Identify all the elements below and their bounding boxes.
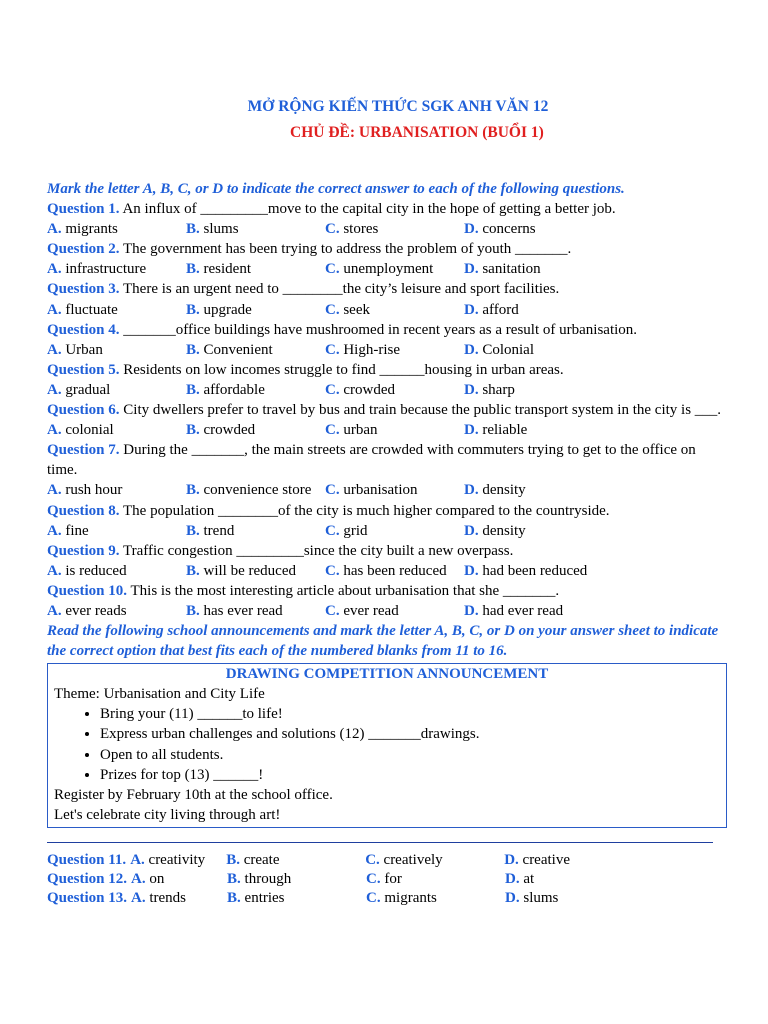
answer-option: [186, 259, 325, 279]
option-letter: D.: [464, 341, 479, 358]
answer-options: [47, 380, 727, 400]
option-letter: B.: [186, 301, 200, 318]
option-text: had ever read: [482, 602, 564, 619]
option-letter: D.: [464, 381, 479, 398]
option-letter: D.: [464, 602, 479, 619]
document-title: MỞ RỘNG KIẾN THỨC SGK ANH VĂN 12: [247, 98, 549, 115]
answer-option: [186, 420, 325, 440]
answer-row: [47, 870, 727, 889]
question-stem: [47, 279, 727, 299]
option-letter: B.: [227, 870, 241, 887]
answer-option: [186, 340, 325, 360]
announcement-title: DRAWING COMPETITION ANNOUNCEMENT: [225, 666, 549, 683]
answer-option: [325, 300, 464, 320]
announcement-bullet: • Express urban challenges and solutions (12) _______drawings.: [100, 724, 720, 744]
option-text: density: [482, 522, 526, 539]
answer-row: [47, 851, 727, 870]
answer-row: [47, 889, 727, 908]
answer-option: [131, 889, 227, 908]
option-letter: A.: [47, 261, 62, 278]
option-text: sanitation: [482, 261, 541, 278]
option-letter: C.: [325, 381, 340, 398]
option-letter: B.: [186, 261, 200, 278]
option-letter: A.: [47, 422, 62, 439]
option-letter: A.: [130, 851, 145, 868]
option-letter: A.: [131, 889, 146, 906]
option-text: has ever read: [203, 602, 283, 619]
option-letter: C.: [325, 221, 340, 238]
option-text: at: [523, 870, 535, 887]
option-letter: B.: [226, 851, 240, 868]
option-letter: C.: [365, 851, 380, 868]
option-letter: D.: [464, 301, 479, 318]
option-text: fluctuate: [65, 301, 118, 318]
option-text: afford: [482, 301, 519, 318]
option-text: trend: [203, 522, 235, 539]
answer-options-list: [47, 851, 727, 908]
option-text: unemployment: [343, 261, 434, 278]
option-text: had been reduced: [482, 562, 588, 579]
option-text: through: [244, 870, 292, 887]
answer-option: [47, 420, 186, 440]
announcement-box: [47, 663, 727, 828]
option-text: crowded: [203, 422, 256, 439]
option-text: colonial: [65, 422, 114, 439]
option-letter: B.: [227, 889, 241, 906]
answer-option: [186, 601, 325, 621]
option-letter: C.: [325, 602, 340, 619]
option-letter: A.: [47, 381, 62, 398]
option-text: entries: [244, 889, 285, 906]
answer-option: [325, 420, 464, 440]
option-text: High-rise: [343, 341, 400, 358]
option-letter: C.: [325, 341, 340, 358]
option-text: reliable: [482, 422, 528, 439]
announcement-register: Register by February 10th at the school office.: [54, 786, 333, 803]
answer-option: [186, 521, 325, 541]
question-text: This is the most interesting article about urbanisation that she _______.: [130, 582, 560, 599]
announcement-bullet: • Bring your (11) ______to life!: [100, 704, 720, 724]
question-number: Question 10.: [47, 582, 128, 599]
document-body: [47, 179, 727, 908]
option-letter: A.: [131, 870, 146, 887]
option-text: sharp: [482, 381, 515, 398]
option-text: urban: [343, 422, 378, 439]
option-letter: D.: [505, 870, 520, 887]
question-number: Question 2.: [47, 241, 120, 258]
option-text: fine: [65, 522, 89, 539]
answer-option: [325, 521, 464, 541]
answer-option: [186, 219, 325, 239]
answer-option: [464, 420, 527, 440]
answer-option: [325, 561, 464, 581]
answer-option: [325, 601, 464, 621]
question-stem: [47, 541, 727, 561]
option-letter: B.: [186, 341, 200, 358]
question-number: Question 8.: [47, 502, 120, 519]
answer-option: [325, 259, 464, 279]
question-stem: [47, 239, 727, 259]
answer-option: [366, 870, 505, 889]
option-text: trends: [149, 889, 187, 906]
option-letter: C.: [325, 522, 340, 539]
question-number: Question 13.: [47, 889, 128, 906]
answer-option: [186, 480, 325, 500]
answer-options: [47, 340, 727, 360]
answer-option: [464, 521, 526, 541]
question-text: During the _______, the main streets are crowded with commuters trying to get to the office on time.: [47, 442, 696, 479]
answer-options: [47, 480, 727, 500]
option-letter: A.: [47, 562, 62, 579]
announcement-bullet: • Prizes for top (13) ______!: [100, 765, 720, 785]
answer-option: [464, 601, 563, 621]
option-letter: B.: [186, 381, 200, 398]
option-letter: B.: [186, 562, 200, 579]
question-stem: [47, 501, 727, 521]
question-number: Question 3.: [47, 281, 120, 298]
question-stem: [47, 440, 727, 480]
answer-option: [365, 851, 504, 870]
question-number: Question 6.: [47, 402, 120, 419]
answer-option: [325, 340, 464, 360]
answer-option: [505, 889, 644, 908]
answer-option: [47, 219, 186, 239]
answer-option: [47, 601, 186, 621]
answer-option: [47, 259, 186, 279]
document-subtitle: CHỦ ĐỀ: URBANISATION (BUỔI 1): [290, 124, 544, 141]
option-text: will be reduced: [203, 562, 296, 579]
option-text: creative: [522, 851, 570, 868]
option-letter: D.: [464, 482, 479, 499]
option-text: migrants: [384, 889, 437, 906]
question-number: Question 5.: [47, 361, 120, 378]
answer-option: [186, 380, 325, 400]
option-text: density: [482, 482, 526, 499]
option-letter: C.: [325, 422, 340, 439]
answer-option: [130, 851, 226, 870]
announcement-closing: Let's celebrate city living through art!: [54, 806, 281, 823]
divider-line: [47, 842, 713, 843]
answer-options: [47, 219, 727, 239]
option-text: Colonial: [482, 341, 535, 358]
option-text: Convenient: [203, 341, 273, 358]
answer-options: [47, 259, 727, 279]
answer-option: [325, 480, 464, 500]
question-text: City dwellers prefer to travel by bus and train because the public transport system in the city is ___.: [123, 402, 722, 419]
option-letter: B.: [186, 522, 200, 539]
question-text: There is an urgent need to ________the city’s leisure and sport facilities.: [123, 281, 560, 298]
answer-option: [47, 300, 186, 320]
option-text: crowded: [343, 381, 395, 398]
answer-option: [47, 521, 186, 541]
option-text: infrastructure: [65, 261, 147, 278]
question-number: Question 4.: [47, 321, 120, 338]
answer-option: [464, 480, 526, 500]
option-letter: D.: [464, 422, 479, 439]
option-text: creativity: [148, 851, 206, 868]
question-text: An influx of _________move to the capital city in the hope of getting a better job.: [122, 201, 616, 218]
announcement-bullet: • Open to all students.: [100, 745, 720, 765]
answer-option: [464, 219, 536, 239]
announcement-theme: Theme: Urbanisation and City Life: [54, 686, 265, 703]
answer-option: [325, 380, 464, 400]
option-text: concerns: [482, 221, 536, 238]
option-text: creatively: [383, 851, 443, 868]
answer-option: [464, 380, 515, 400]
option-text: grid: [343, 522, 368, 539]
option-letter: C.: [325, 301, 340, 318]
option-text: ever read: [343, 602, 399, 619]
answer-option: [464, 340, 534, 360]
question-stem: [47, 199, 727, 219]
option-text: has been reduced: [343, 562, 447, 579]
answer-option: [325, 219, 464, 239]
option-letter: D.: [464, 562, 479, 579]
option-letter: C.: [366, 870, 381, 887]
answer-option: [505, 870, 644, 889]
question-text: The population ________of the city is much higher compared to the countryside.: [123, 502, 610, 519]
option-letter: C.: [325, 482, 340, 499]
question-number: Question 1.: [47, 201, 120, 218]
question-number: Question 12.: [47, 870, 128, 887]
option-letter: A.: [47, 522, 62, 539]
answer-option: [47, 561, 186, 581]
answer-options: [47, 300, 727, 320]
answer-option: [47, 340, 186, 360]
question-text: The government has been trying to address the problem of youth _______.: [123, 241, 572, 258]
question-stem: [47, 581, 727, 601]
answer-option: [227, 870, 366, 889]
announcement-bullets: [54, 704, 720, 784]
answer-option: [464, 259, 541, 279]
option-letter: B.: [186, 482, 200, 499]
option-letter: D.: [464, 221, 479, 238]
option-text: stores: [343, 221, 379, 238]
option-letter: D.: [505, 889, 520, 906]
option-text: rush hour: [65, 482, 123, 499]
answer-option: [186, 300, 325, 320]
answer-option: [47, 380, 186, 400]
option-letter: A.: [47, 341, 62, 358]
option-text: seek: [343, 301, 370, 318]
question-stem: [47, 320, 727, 340]
option-letter: C.: [325, 562, 340, 579]
option-letter: C.: [325, 261, 340, 278]
answer-options: [47, 420, 727, 440]
option-letter: D.: [504, 851, 519, 868]
question-list: [47, 199, 727, 621]
option-letter: D.: [464, 522, 479, 539]
answer-option: [227, 889, 366, 908]
section1-instruction: Mark the letter A, B, C, or D to indicate the correct answer to each of the following questions.: [47, 181, 625, 197]
question-number: Question 11.: [47, 851, 127, 868]
option-letter: B.: [186, 221, 200, 238]
option-letter: B.: [186, 422, 200, 439]
option-text: ever reads: [65, 602, 127, 619]
option-letter: A.: [47, 602, 62, 619]
option-text: convenience store: [203, 482, 312, 499]
option-text: on: [149, 870, 165, 887]
option-text: slums: [203, 221, 239, 238]
answer-options: [47, 521, 727, 541]
option-text: for: [384, 870, 402, 887]
answer-option: [226, 851, 365, 870]
question-stem: [47, 360, 727, 380]
question-text: Residents on low incomes struggle to find ______housing in urban areas.: [123, 361, 564, 378]
answer-option: [47, 480, 186, 500]
answer-option: [464, 300, 519, 320]
option-text: Urban: [65, 341, 103, 358]
answer-option: [366, 889, 505, 908]
answer-option: [464, 561, 587, 581]
option-letter: C.: [366, 889, 381, 906]
option-letter: D.: [464, 261, 479, 278]
option-letter: A.: [47, 301, 62, 318]
option-letter: B.: [186, 602, 200, 619]
answer-options: [47, 561, 727, 581]
option-text: create: [243, 851, 280, 868]
option-text: slums: [523, 889, 559, 906]
option-text: urbanisation: [343, 482, 418, 499]
option-text: upgrade: [203, 301, 252, 318]
question-number: Question 7.: [47, 442, 120, 459]
question-number: Question 9.: [47, 542, 120, 559]
question-text: Traffic congestion _________since the city built a new overpass.: [123, 542, 514, 559]
option-text: migrants: [65, 221, 118, 238]
option-text: gradual: [65, 381, 111, 398]
section2-instruction: Read the following school announcements and mark the letter A, B, C, or D on your answer sheet to indicate the correct option that best fits each of the numbered blanks from 11 to 16.: [47, 623, 719, 660]
answer-option: [504, 851, 643, 870]
option-text: affordable: [203, 381, 265, 398]
option-letter: A.: [47, 221, 62, 238]
question-stem: [47, 400, 727, 420]
answer-options: [47, 601, 727, 621]
option-text: is reduced: [65, 562, 127, 579]
answer-option: [186, 561, 325, 581]
question-text: _______office buildings have mushroomed in recent years as a result of urbanisation.: [123, 321, 638, 338]
option-text: resident: [203, 261, 251, 278]
option-letter: A.: [47, 482, 62, 499]
answer-option: [131, 870, 227, 889]
